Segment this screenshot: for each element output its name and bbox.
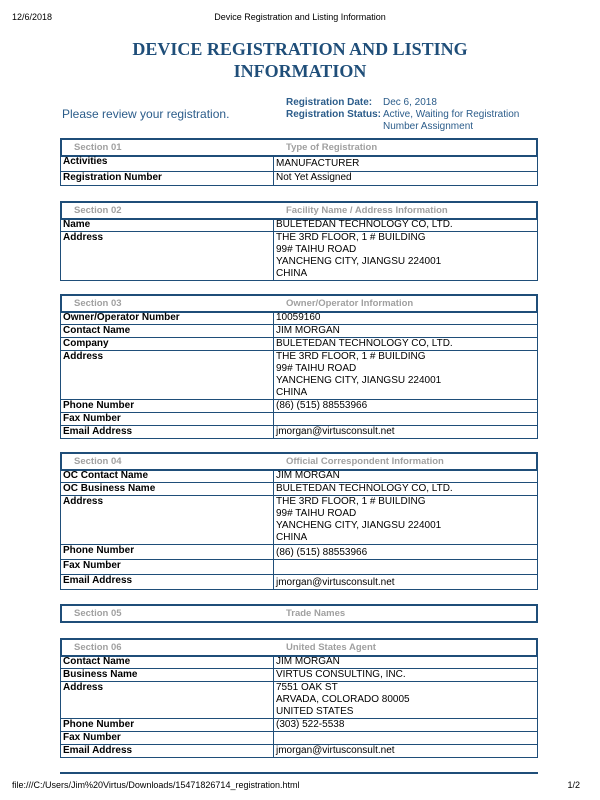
field-value: BULETEDAN TECHNOLOGY CO, LTD. xyxy=(274,483,538,496)
field-label: Fax Number xyxy=(61,732,274,745)
section-04-table xyxy=(60,469,538,590)
field-label: Company xyxy=(61,338,274,351)
field-label: Email Address xyxy=(61,575,274,590)
field-value: VIRTUS CONSULTING, INC. xyxy=(274,669,538,682)
table-row xyxy=(61,426,538,439)
section-name: Type of Registration xyxy=(286,142,378,153)
section-05-header xyxy=(60,604,538,623)
table-row xyxy=(61,351,538,400)
field-value: (303) 522-5538 xyxy=(274,719,538,732)
table-row xyxy=(61,745,538,758)
table-row xyxy=(61,496,538,545)
section-number: Section 04 xyxy=(74,456,122,467)
table-row xyxy=(61,470,538,483)
table-row xyxy=(61,545,538,560)
field-value: BULETEDAN TECHNOLOGY CO, LTD. xyxy=(274,338,538,351)
table-row xyxy=(61,156,538,172)
field-value: THE 3RD FLOOR, 1 # BUILDING 99# TAIHU ROAD YANCHENG CITY, JIANGSU 224001 CHINA xyxy=(274,351,538,400)
section-name: Trade Names xyxy=(286,608,346,619)
field-label: OC Contact Name xyxy=(61,470,274,483)
next-section-divider xyxy=(60,772,538,774)
print-date: 12/6/2018 xyxy=(12,12,53,22)
page-number: 1/2 xyxy=(567,780,580,790)
field-value: 7551 OAK ST ARVADA, COLORADO 80005 UNITED STATES xyxy=(274,682,538,719)
registration-status-value: Active, Waiting for Registration Number Assignment xyxy=(383,109,520,132)
table-row xyxy=(61,656,538,669)
field-label: Address xyxy=(61,682,274,719)
section-01-table xyxy=(60,155,538,186)
browser-print-header xyxy=(12,12,588,26)
section-number: Section 06 xyxy=(74,642,122,653)
field-label: Fax Number xyxy=(61,560,274,575)
section-name: Owner/Operator Information xyxy=(286,298,414,309)
table-row xyxy=(61,575,538,590)
table-row xyxy=(61,400,538,413)
field-value xyxy=(274,413,538,426)
registration-summary xyxy=(286,97,533,133)
table-row xyxy=(61,312,538,325)
field-label: Contact Name xyxy=(61,656,274,669)
field-label: Activities xyxy=(61,156,274,172)
registration-date-label: Registration Date: xyxy=(286,97,373,108)
table-row xyxy=(61,232,538,281)
field-value: THE 3RD FLOOR, 1 # BUILDING 99# TAIHU ROAD YANCHENG CITY, JIANGSU 224001 CHINA xyxy=(274,232,538,281)
field-value: MANUFACTURER xyxy=(274,156,538,172)
section-name: Official Correspondent Information xyxy=(286,456,444,467)
field-label: Business Name xyxy=(61,669,274,682)
field-value: 10059160 xyxy=(274,312,538,325)
section-number: Section 05 xyxy=(74,608,122,619)
section-number: Section 03 xyxy=(74,298,122,309)
field-label: Email Address xyxy=(61,426,274,439)
field-label: OC Business Name xyxy=(61,483,274,496)
section-number: Section 01 xyxy=(74,142,122,153)
field-label: Address xyxy=(61,496,274,545)
table-row xyxy=(61,219,538,232)
registration-status-label: Registration Status: xyxy=(286,109,382,120)
section-02-table xyxy=(60,218,538,281)
field-value: Not Yet Assigned xyxy=(274,172,538,186)
field-label: Owner/Operator Number xyxy=(61,312,274,325)
table-row xyxy=(61,338,538,351)
table-row xyxy=(61,560,538,575)
field-value xyxy=(274,560,538,575)
field-value xyxy=(274,732,538,745)
review-prompt: Please review your registration. xyxy=(62,107,230,121)
field-value: JIM MORGAN xyxy=(274,656,538,669)
section-name: United States Agent xyxy=(286,642,376,653)
table-row xyxy=(61,172,538,186)
table-row xyxy=(61,413,538,426)
field-label: Contact Name xyxy=(61,325,274,338)
section-06-table xyxy=(60,655,538,758)
field-value: jmorgan@virtusconsult.net xyxy=(274,575,538,590)
field-label: Fax Number xyxy=(61,413,274,426)
table-row xyxy=(61,719,538,732)
table-row xyxy=(61,483,538,496)
field-label: Name xyxy=(61,219,274,232)
field-value: JIM MORGAN xyxy=(274,470,538,483)
table-row xyxy=(61,682,538,719)
section-03-table xyxy=(60,311,538,439)
field-value: (86) (515) 88553966 xyxy=(274,400,538,413)
print-title: Device Registration and Listing Information xyxy=(214,12,386,22)
field-label: Phone Number xyxy=(61,545,274,560)
field-label: Registration Number xyxy=(61,172,274,186)
document-title-line1: DEVICE REGISTRATION AND LISTING xyxy=(132,39,468,59)
browser-print-footer xyxy=(12,780,588,790)
field-value: THE 3RD FLOOR, 1 # BUILDING 99# TAIHU ROAD YANCHENG CITY, JIANGSU 224001 CHINA xyxy=(274,496,538,545)
file-path: file:///C:/Users/Jim%20Virtus/Downloads/15471826714_registration.html xyxy=(12,780,300,790)
section-number: Section 02 xyxy=(74,205,122,216)
field-label: Address xyxy=(61,232,274,281)
field-label: Phone Number xyxy=(61,400,274,413)
table-row xyxy=(61,325,538,338)
section-name: Facility Name / Address Information xyxy=(286,205,448,216)
field-value: jmorgan@virtusconsult.net xyxy=(274,745,538,758)
document-title-line2: INFORMATION xyxy=(233,61,367,81)
field-value: jmorgan@virtusconsult.net xyxy=(274,426,538,439)
document-title xyxy=(0,38,600,82)
registration-date-value: Dec 6, 2018 xyxy=(383,97,437,108)
field-value: (86) (515) 88553966 xyxy=(274,545,538,560)
field-label: Phone Number xyxy=(61,719,274,732)
field-label: Address xyxy=(61,351,274,400)
field-label: Email Address xyxy=(61,745,274,758)
table-row xyxy=(61,669,538,682)
field-value: JIM MORGAN xyxy=(274,325,538,338)
field-value: BULETEDAN TECHNOLOGY CO, LTD. xyxy=(274,219,538,232)
table-row xyxy=(61,732,538,745)
